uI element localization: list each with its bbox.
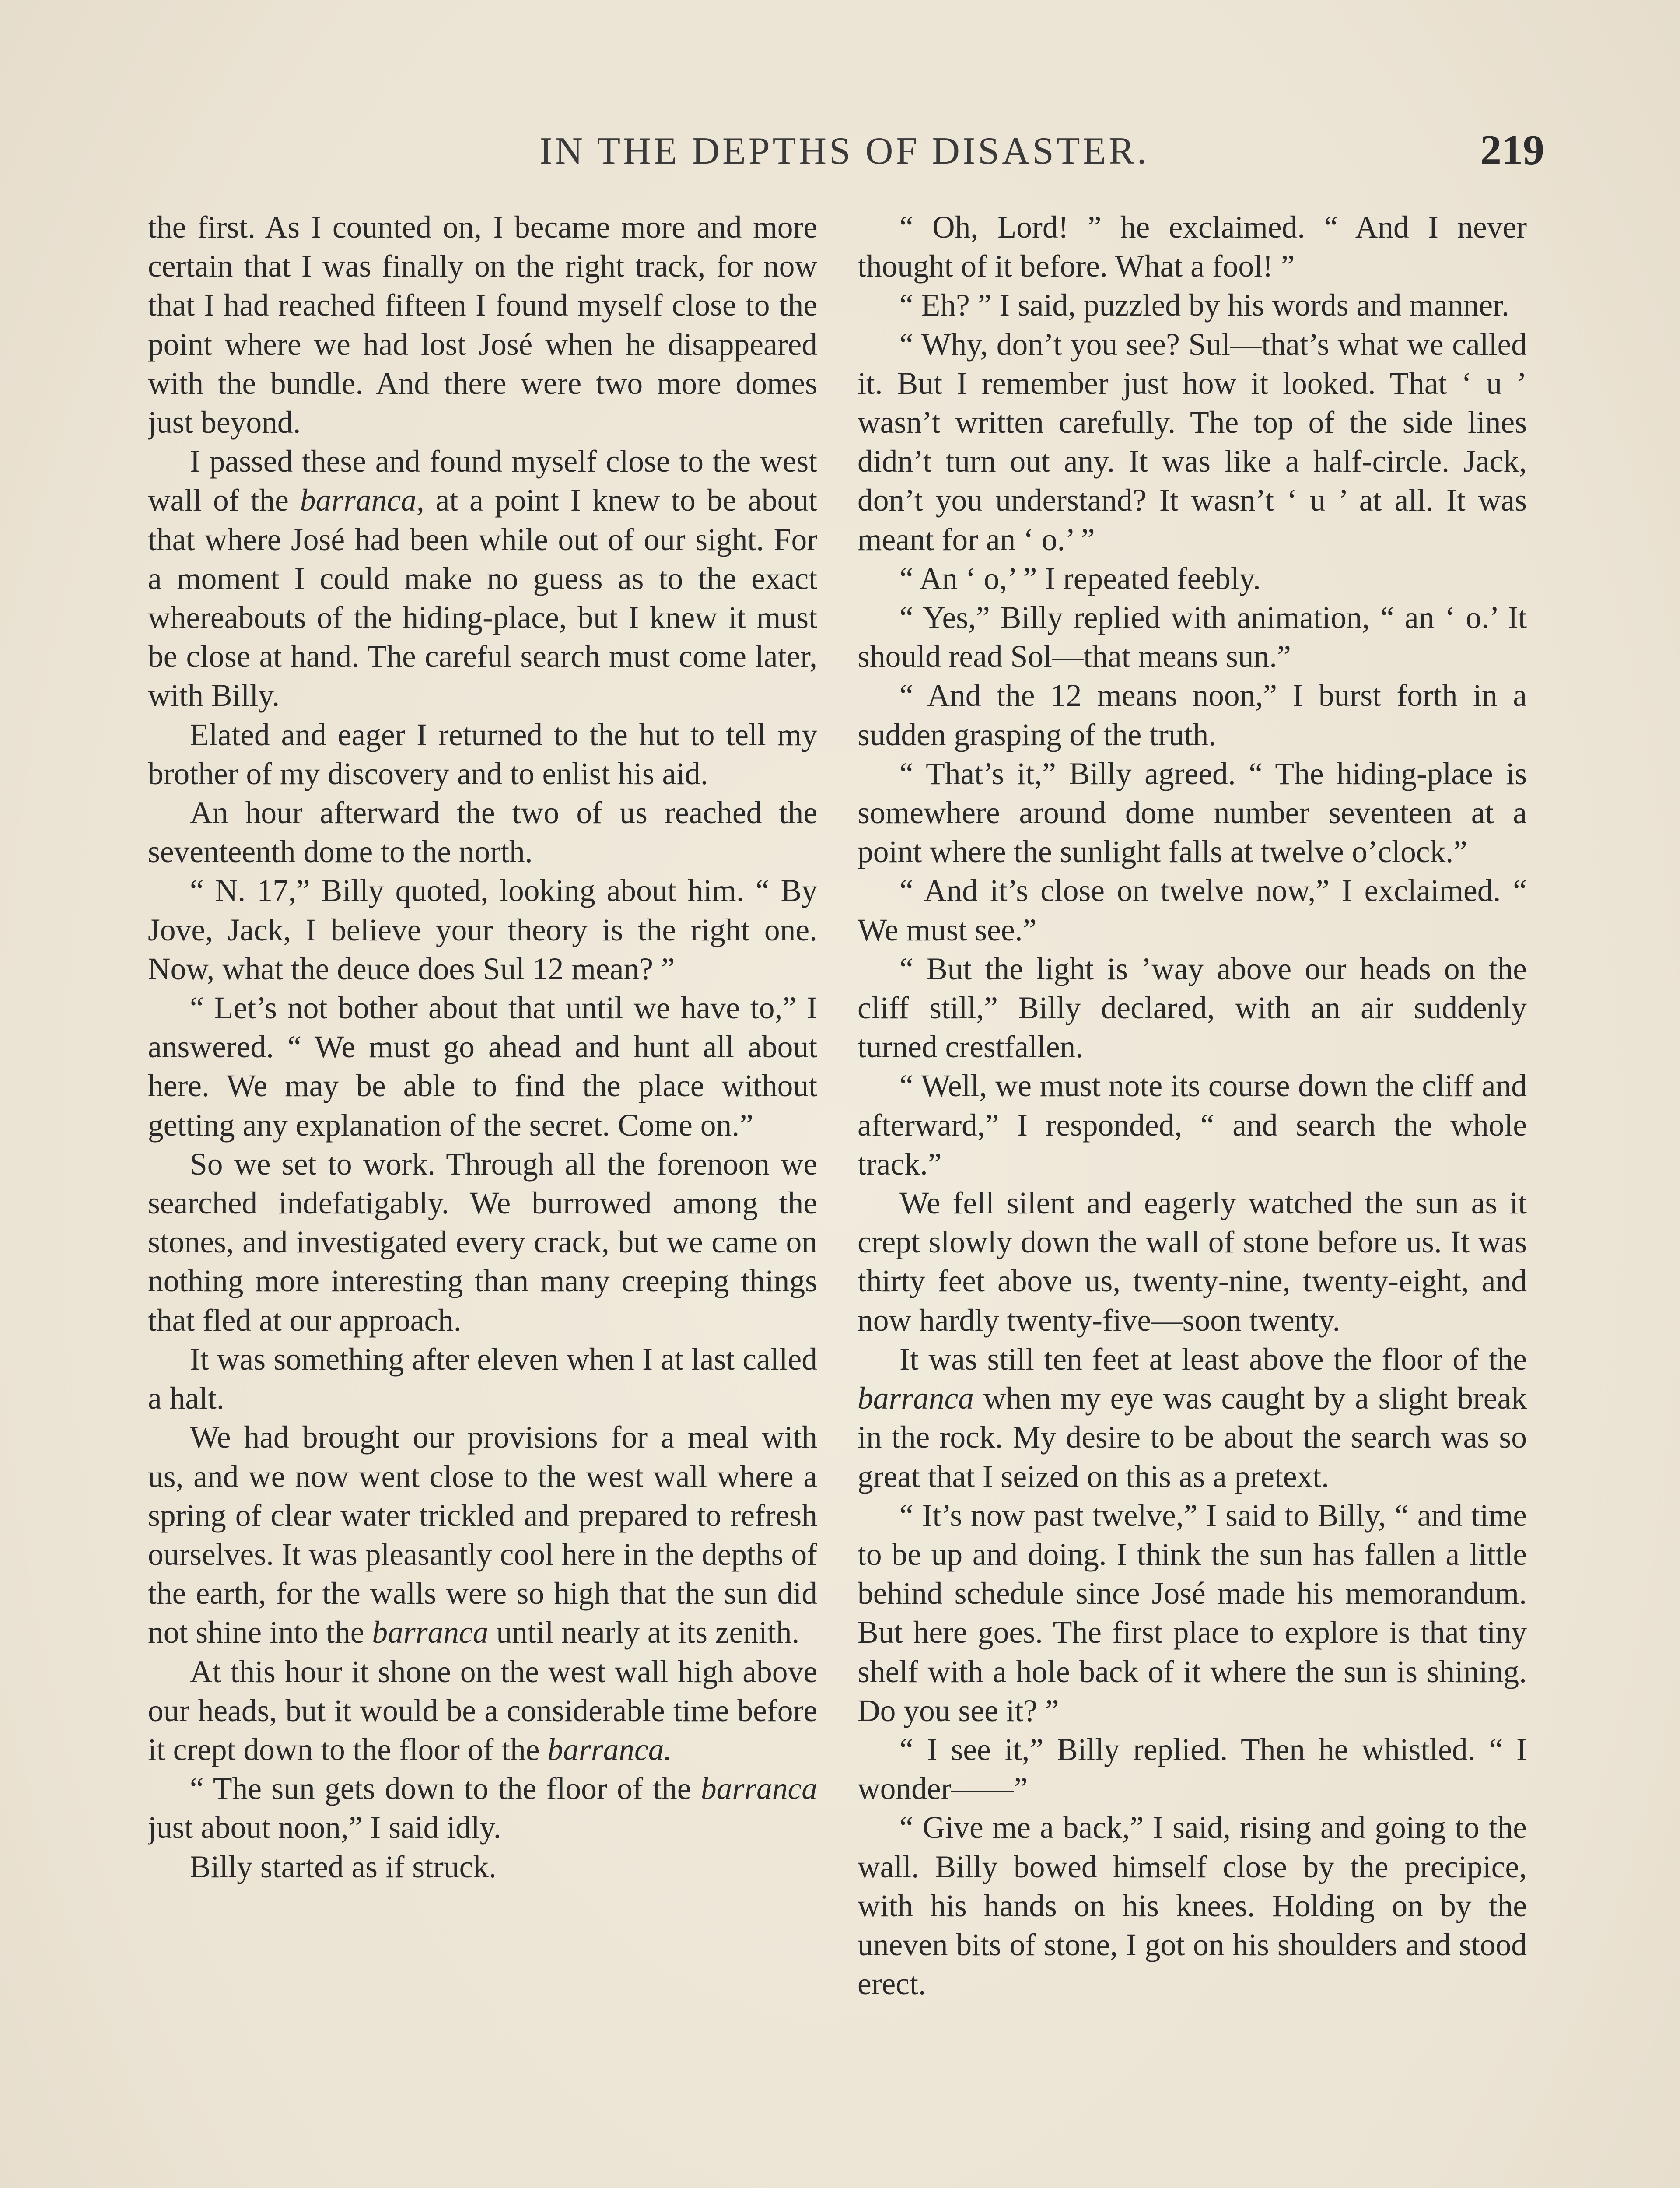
italic-text: barranca [700, 1771, 817, 1806]
paragraph [858, 325, 1527, 559]
paragraph [148, 1418, 817, 1652]
text-run: It was still ten feet at least above the floor of the [900, 1342, 1527, 1377]
paragraph [858, 1066, 1527, 1184]
text-run: “ But the light is ’way above our heads on the cliff still,” Billy declared, with an air suddenly turned crestfallen. [858, 951, 1527, 1065]
text-run: “ Let’s not bother about that until we have to,” I answered. “ We must go ahead and hunt all about here. We may be able to find the place without getting any explanation of the secret. Come on.” [148, 991, 817, 1143]
text-run: when my eye was caught by a slight break in the rock. My desire to be about the search was so great that I seized on this as a pretext. [858, 1381, 1527, 1494]
paragraph [858, 559, 1527, 598]
paragraph [148, 1769, 817, 1847]
text-run: “ Oh, Lord! ” he exclaimed. “ And I never thought of it before. What a fool! ” [858, 210, 1527, 284]
paragraph [148, 1652, 817, 1770]
paragraph [858, 1808, 1527, 2003]
paragraph [858, 1340, 1527, 1496]
paragraph [148, 793, 817, 871]
text-run: “ And it’s close on twelve now,” I exclaimed. “ We must see.” [858, 873, 1527, 947]
paragraph [858, 1184, 1527, 1340]
text-run: At this hour it shone on the west wall high above our heads, but it would be a considerable time before it crept down to the floor of the [148, 1654, 817, 1767]
text-run: “ The sun gets down to the floor of the [190, 1771, 701, 1806]
italic-text: barranca [858, 1381, 974, 1416]
text-run: “ Well, we must note its course down the cliff and afterward,” I responded, “ and search the whole track.” [858, 1069, 1527, 1182]
text-run: “ And the 12 means noon,” I burst forth in a sudden grasping of the truth. [858, 678, 1527, 752]
text-run: until nearly at its zenith. [488, 1615, 800, 1650]
paragraph [148, 1340, 817, 1418]
text-run: Elated and eager I returned to the hut to tell my brother of my discovery and to enlist his aid. [148, 717, 817, 791]
text-run: “ An ‘ o,’ ” I repeated feebly. [900, 561, 1261, 596]
paragraph [858, 950, 1527, 1067]
paragraph [148, 442, 817, 715]
text-run: “ It’s now past twelve,” I said to Billy, “ and time to be up and doing. I think the sun has fallen a little behind schedule since José made his memorandum. But here goes. The first place to explore is that tiny shelf with a hole back of it where the sun is shining. Do you see it? ” [858, 1498, 1527, 1728]
right-text-column [858, 208, 1527, 2188]
text-run: It was something after eleven when I at last called a halt. [148, 1342, 817, 1416]
text-run: So we set to work. Through all the forenoon we searched indefatigably. We burrowed among the stones, and investigated every crack, but we came on nothing more interesting than many creeping things that fled at our approach. [148, 1147, 817, 1338]
paragraph [858, 1496, 1527, 1730]
text-run: “ N. 17,” Billy quoted, looking about him. “ By Jove, Jack, I believe your theory is the right one. Now, what the deuce does Sul 12 mean? ” [148, 873, 817, 986]
paragraph [148, 1145, 817, 1340]
paragraph [858, 208, 1527, 286]
paragraph [858, 676, 1527, 754]
paragraph [858, 1730, 1527, 1808]
left-text-column [148, 208, 817, 2188]
paragraph [858, 598, 1527, 676]
text-run: at a point I knew to be about that where José had been while out of our sight. For a moment I could make no guess as to the exact whereabouts of the hiding-place, but I knew it must be close at hand. The careful search must come later, with Billy. [148, 483, 817, 713]
text-run: “ Yes,” Billy replied with animation, “ an ‘ o.’ It should read Sol—that means sun.” [858, 600, 1527, 674]
text-run: “ That’s it,” Billy agreed. “ The hiding-place is somewhere around dome number seventeen at a point where the sunlight falls at twelve o’clock.” [858, 756, 1527, 870]
running-title: IN THE DEPTHS OF DISASTER. [539, 130, 1149, 172]
text-run: “ I see it,” Billy replied. Then he whistled. “ I wonder——” [858, 1732, 1527, 1806]
text-run: Billy started as if struck. [190, 1849, 497, 1884]
paragraph [148, 1848, 817, 1886]
page-number: 219 [1480, 126, 1544, 174]
text-run: An hour afterward the two of us reached the seventeenth dome to the north. [148, 796, 817, 870]
italic-text: barranca. [547, 1732, 672, 1767]
text-run: We had brought our provisions for a meal with us, and we now went close to the west wall where a spring of clear water trickled and prepared to refresh ourselves. It was pleasantly cool here in the depths of the earth, for the walls were so high that the sun did not shine into the [148, 1420, 817, 1650]
text-run: the first. As I counted on, I became more and more certain that I was finally on the right track, for now that I had reached fifteen I found myself close to the point where we had lost José when he disappeared with the bundle. And there were two more domes just beyond. [148, 210, 817, 440]
italic-text: barranca [372, 1615, 489, 1650]
paragraph [148, 871, 817, 989]
text-run: I passed these and found myself close to the west wall of the [148, 444, 817, 518]
page-header [144, 126, 1544, 182]
text-run: “ Eh? ” I said, puzzled by his words and manner. [900, 288, 1509, 323]
paragraph [148, 715, 817, 793]
paragraph [148, 208, 817, 442]
paragraph [858, 754, 1527, 872]
paragraph [858, 286, 1527, 325]
text-run: “ Why, don’t you see? Sul—that’s what we called it. But I remember just how it looked. That ‘ u ’ wasn’t written carefully. The top of the side lines didn’t turn out any. It was like a half-circle. Jack, don’t you understand? It wasn’t ‘ u ’ at all. It was meant for an ‘ o.’ ” [858, 327, 1527, 557]
paragraph [148, 989, 817, 1145]
text-run: just about noon,” I said idly. [148, 1810, 501, 1845]
italic-text: barranca, [300, 483, 424, 518]
text-run: “ Give me a back,” I said, rising and going to the wall. Billy bowed himself close by the precipice, with his hands on his knees. Holding on by the uneven bits of stone, I got on his shoulders and stood erect. [858, 1810, 1527, 2002]
paragraph [858, 871, 1527, 949]
text-run: We fell silent and eagerly watched the sun as it crept slowly down the wall of stone before us. It was thirty feet above us, twenty-nine, twenty-eight, and now hardly twenty-five—soon twenty. [858, 1186, 1527, 1338]
